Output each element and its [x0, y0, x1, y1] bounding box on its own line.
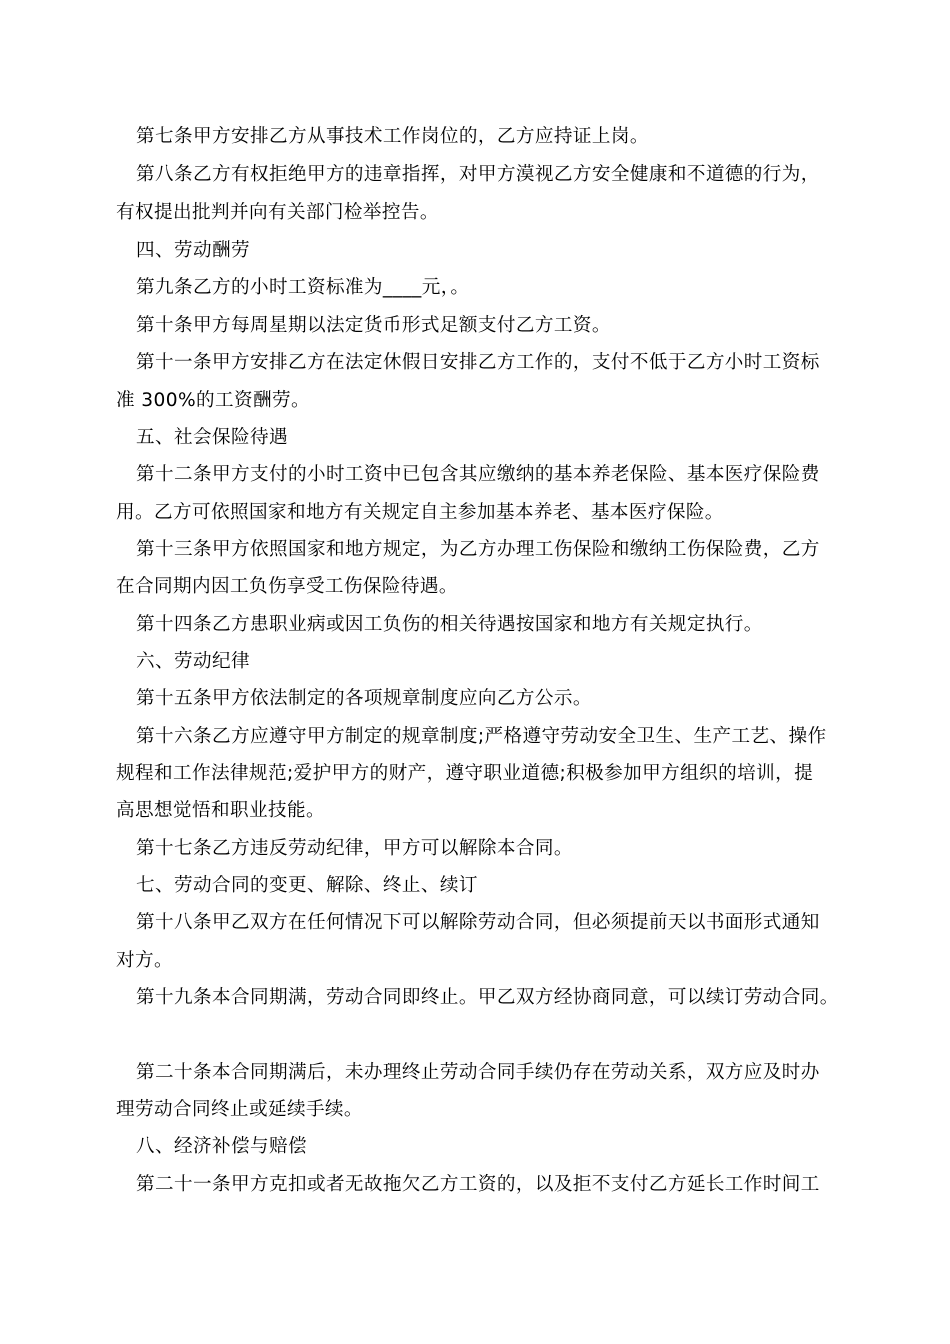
paragraph-article-8: 第八条乙方有权拒绝甲方的违章指挥，对甲方漠视乙方安全健康和不道德的行为，: [136, 164, 820, 185]
section-heading-8: 八、经济补偿与赔偿: [136, 1136, 307, 1157]
paragraph-article-16-cont-1: 规程和工作法律规范;爱护甲方的财产，遵守职业道德;积极参加甲方组织的培训，提: [116, 763, 814, 784]
paragraph-article-11: 第十一条甲方安排乙方在法定休假日安排乙方工作的，支付不低于乙方小时工资标: [136, 352, 820, 373]
paragraph-article-11-cont: 准 300%的工资酬劳。: [116, 390, 311, 411]
section-heading-5: 五、社会保险待遇: [136, 427, 288, 448]
paragraph-article-16: 第十六条乙方应遵守甲方制定的规章制度;严格遵守劳动安全卫生、生产工艺、操作: [136, 726, 827, 747]
section-heading-4: 四、劳动酬劳: [136, 240, 250, 261]
paragraph-article-13-cont: 在合同期内因工负伤享受工伤保险待遇。: [116, 576, 458, 597]
paragraph-article-8-cont: 有权提出批判并向有关部门检举控告。: [116, 202, 439, 223]
paragraph-article-16-cont-2: 高思想觉悟和职业技能。: [116, 800, 325, 821]
paragraph-article-13: 第十三条甲方依照国家和地方规定，为乙方办理工伤保险和缴纳工伤保险费，乙方: [136, 539, 820, 560]
section-heading-6: 六、劳动纪律: [136, 651, 250, 672]
paragraph-article-17: 第十七条乙方违反劳动纪律，甲方可以解除本合同。: [136, 838, 573, 859]
paragraph-article-18: 第十八条甲乙双方在任何情况下可以解除劳动合同，但必须提前天以书面形式通知: [136, 912, 820, 933]
paragraph-article-12-cont: 用。乙方可依照国家和地方有关规定自主参加基本养老、基本医疗保险。: [116, 502, 724, 523]
paragraph-article-10: 第十条甲方每周星期以法定货币形式足额支付乙方工资。: [136, 315, 611, 336]
paragraph-article-21: 第二十一条甲方克扣或者无故拖欠乙方工资的，以及拒不支付乙方延长工作时间工: [136, 1174, 820, 1195]
paragraph-article-7: 第七条甲方安排乙方从事技术工作岗位的，乙方应持证上岗。: [136, 126, 649, 147]
paragraph-article-15: 第十五条甲方依法制定的各项规章制度应向乙方公示。: [136, 688, 592, 709]
paragraph-article-20: 第二十条本合同期满后，未办理终止劳动合同手续仍存在劳动关系，双方应及时办: [136, 1062, 820, 1083]
paragraph-article-9: 第九条乙方的小时工资标准为____元，。: [136, 277, 470, 298]
paragraph-article-20-cont: 理劳动合同终止或延续手续。: [116, 1099, 363, 1120]
paragraph-article-19: 第十九条本合同期满，劳动合同即终止。甲乙双方经协商同意，可以续订劳动合同。: [136, 987, 839, 1008]
paragraph-article-14: 第十四条乙方患职业病或因工负伤的相关待遇按国家和地方有关规定执行。: [136, 614, 763, 635]
paragraph-article-12: 第十二条甲方支付的小时工资中已包含其应缴纳的基本养老保险、基本医疗保险费: [136, 464, 820, 485]
paragraph-article-18-cont: 对方。: [116, 950, 173, 971]
section-heading-7: 七、劳动合同的变更、解除、终止、续订: [136, 875, 478, 896]
